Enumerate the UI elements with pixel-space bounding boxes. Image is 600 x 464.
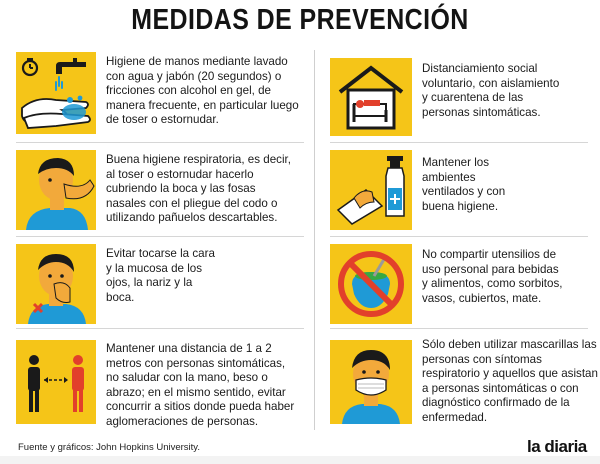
source-credit: Fuente y gráficos: John Hopkins University.: [18, 442, 200, 453]
mask-card: [330, 340, 412, 424]
respiratory-hygiene-text: Buena higiene respiratoria, es decir, al toser o estornudar hacerlo cubriendo la boca y las fosas nasales con el pliegue del codo o utilizando pañuelos descartables.: [106, 153, 291, 225]
no-sharing-card: [330, 244, 412, 324]
page-title: MEDIDAS DE PREVENCIÓN: [131, 4, 469, 36]
handwashing-text: Higiene de manos mediante lavado con agua y jabón (20 segundos) o fricciones con alcohol en gel, de manera frecuente, en particular luego de toser o estornudar.: [106, 55, 299, 127]
no-mate-icon: [330, 244, 412, 324]
cleaning-spray-icon: [330, 150, 412, 230]
divider: [330, 236, 588, 237]
bottom-strip: [0, 456, 600, 464]
divider: [16, 236, 304, 237]
face-mask-icon: [330, 340, 412, 424]
divider: [330, 142, 588, 143]
face-touch-card: [16, 244, 96, 324]
ventilation-card: [330, 150, 412, 230]
divider: [330, 328, 588, 329]
respiratory-hygiene-card: [16, 150, 96, 230]
brand-logo: la diaria: [527, 437, 587, 456]
divider: [16, 328, 304, 329]
handwashing-card: [16, 52, 96, 134]
isolation-text: Distanciamiento social voluntario, con aislamiento y cuarentena de las personas sintomáticas.: [422, 62, 560, 119]
distance-card: [16, 340, 96, 424]
handwashing-icon: [16, 52, 96, 134]
divider: [16, 142, 304, 143]
face-touch-text: Evitar tocarse la cara y la mucosa de los ojos, la nariz y la boca.: [106, 247, 215, 304]
cough-elbow-icon: [16, 150, 96, 230]
column-divider: [314, 50, 315, 430]
distance-icon: [16, 340, 96, 424]
no-sharing-text: No compartir utensilios de uso personal para bebidas y alimentos, como sorbitos, vasos, cubiertos, mate.: [422, 248, 563, 305]
ventilation-text: Mantener los ambientes ventilados y con buena higiene.: [422, 156, 506, 213]
house-isolation-icon: [330, 58, 412, 136]
face-touch-icon: [16, 244, 96, 324]
distance-text: Mantener una distancia de 1 a 2 metros con personas sintomáticas, no saludar con la mano, beso o abrazo; en el mismo sentido, evitar concurrir a sitios donde pueda haber aglomeraciones de personas.: [106, 342, 295, 428]
isolation-card: [330, 58, 412, 136]
mask-text: Sólo deben utilizar mascarillas las personas con síntomas respiratorio y aquellos que asistan a personas sintomáticas o con diagnóstico confirmado de la enfermedad.: [422, 338, 598, 424]
